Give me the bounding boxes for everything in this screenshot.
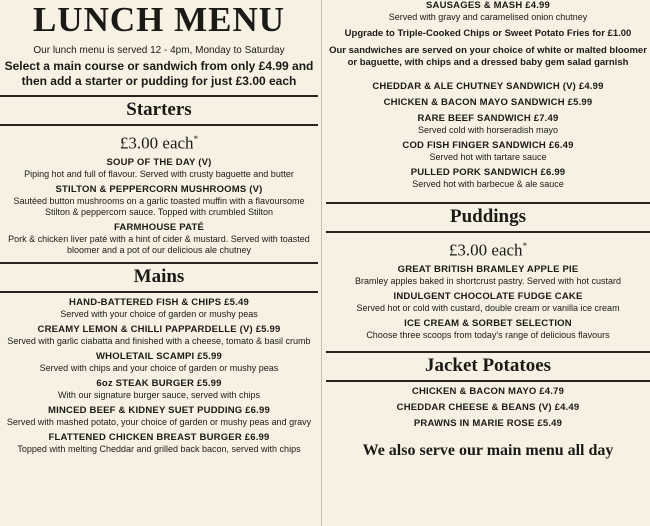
item-name: PRAWNS IN MARIE ROSE £5.49 [413,417,563,429]
item-desc: Served with chips and your choice of garden or mushy peas [39,362,279,373]
item-name: CREAMY LEMON & CHILLI PAPPARDELLE (V) £5.99 [37,323,281,335]
offer-text: Select a main course or sandwich from only £4.99 and then add a starter or pudding for just £3.00 each [4,59,314,88]
jacket-potatoes-heading: Jacket Potatoes [326,351,650,382]
item-desc: Served hot with barbecue & ale sauce [412,179,564,189]
all-day-footer: We also serve our main menu all day [362,441,614,459]
menu-item [326,264,650,287]
mains-heading: Mains [0,262,318,293]
menu-title: LUNCH MENU [32,0,286,39]
item-desc: Served cold with horseradish mayo [417,125,559,135]
item-name: HAND-BATTERED FISH & CHIPS £5.49 [69,296,249,308]
item-desc: With our signature burger sauce, served with chips [57,389,261,400]
item-desc: Bramley apples baked in shortcrust pastry. Served with hot custard [355,275,621,286]
item-desc: Piping hot and full of flavour. Served with crusty baguette and butter [24,168,294,179]
starters-heading: Starters [0,95,318,126]
menu-item [326,167,650,190]
item-desc: Pork & chicken liver paté with a hint of cider & mustard. Served with toasted bloomer and a pot of our delicious ale chutney [8,233,310,255]
item-name: FARMHOUSE PATÉ [113,221,205,233]
puddings-price [326,237,650,260]
item-name: 6oz STEAK BURGER £5.99 [96,377,222,389]
menu-item [0,222,318,256]
item-name: CHICKEN & BACON MAYO £4.79 [411,385,565,397]
menu-item [326,418,650,430]
menu-item [0,184,318,218]
item-desc: Topped with melting Cheddar and grilled back bacon, served with chips [17,443,301,454]
menu-item [0,432,318,455]
right-column [326,0,650,460]
menu-item [0,297,318,320]
menu-item [326,402,650,414]
item-name: INDULGENT CHOCOLATE FUDGE CAKE [393,290,583,302]
menu-item [326,318,650,341]
menu-item [326,140,650,163]
menu-item [326,97,650,109]
item-name: COD FISH FINGER SANDWICH £6.49 [402,140,574,151]
starters-price [0,130,318,153]
item-name: STILTON & PEPPERCORN MUSHROOMS (V) [55,183,263,195]
menu-item [0,405,318,428]
puddings-price-mark: * [522,241,528,251]
menu-item [0,324,318,347]
puddings-heading: Puddings [326,202,650,233]
menu-item [326,81,650,93]
menu-item [0,157,318,180]
serving-times: Our lunch menu is served 12 - 4pm, Monday to Saturday [33,45,285,56]
item-name: SAUSAGES & MASH £4.99 [425,0,551,11]
item-desc: Sautéed button mushrooms on a garlic toasted muffin with a flavoursome Stilton & peppercorn sauce. Topped with crumbled Stilton [13,195,305,217]
menu-item [326,291,650,314]
column-divider [321,0,322,526]
item-desc: Served hot or cold with custard, double cream or vanilla ice cream [356,302,620,313]
starters-price-text: £3.00 each [119,133,194,153]
item-name: GREAT BRITISH BRAMLEY APPLE PIE [397,263,579,275]
menu-item [0,378,318,401]
item-desc: Served with gravy and caramelised onion chutney [388,12,588,22]
sandwich-note: Our sandwiches are served on your choice of white or malted bloomer or baguette, with chips and a dressed baby gem salad garnish [329,45,647,68]
item-desc: Choose three scoops from today's range of delicious flavours [366,329,610,340]
menu-item [326,386,650,398]
item-name: CHEDDAR & ALE CHUTNEY SANDWICH (V) £4.99 [372,81,604,92]
item-name: RARE BEEF SANDWICH £7.49 [417,113,559,124]
item-desc: Served with mashed potato, your choice of garden or mushy peas and gravy [6,416,312,427]
item-desc: Served with your choice of garden or mushy peas [60,308,258,319]
left-column [0,0,318,455]
item-name: CHEDDAR CHEESE & BEANS (V) £4.49 [396,401,580,413]
item-name: MINCED BEEF & KIDNEY SUET PUDDING £6.99 [48,404,270,416]
item-name: CHICKEN & BACON MAYO SANDWICH £5.99 [383,97,593,108]
item-name: FLATTENED CHICKEN BREAST BURGER £6.99 [48,431,270,443]
puddings-price-text: £3.00 each [448,240,523,260]
item-name: PULLED PORK SANDWICH £6.99 [410,167,566,178]
starters-price-mark: * [193,134,199,144]
upgrade-note: Upgrade to Triple-Cooked Chips or Sweet Potato Fries for £1.00 [344,28,632,39]
item-name: SOUP OF THE DAY (V) [106,156,212,168]
menu-item [0,351,318,374]
item-desc: Served with garlic ciabatta and finished with a cheese, tomato & basil crumb [7,335,311,346]
item-name: ICE CREAM & SORBET SELECTION [404,317,572,329]
item-name: WHOLETAIL SCAMPI £5.99 [96,350,222,362]
item-desc: Served hot with tartare sauce [429,152,547,162]
menu-item [326,113,650,136]
